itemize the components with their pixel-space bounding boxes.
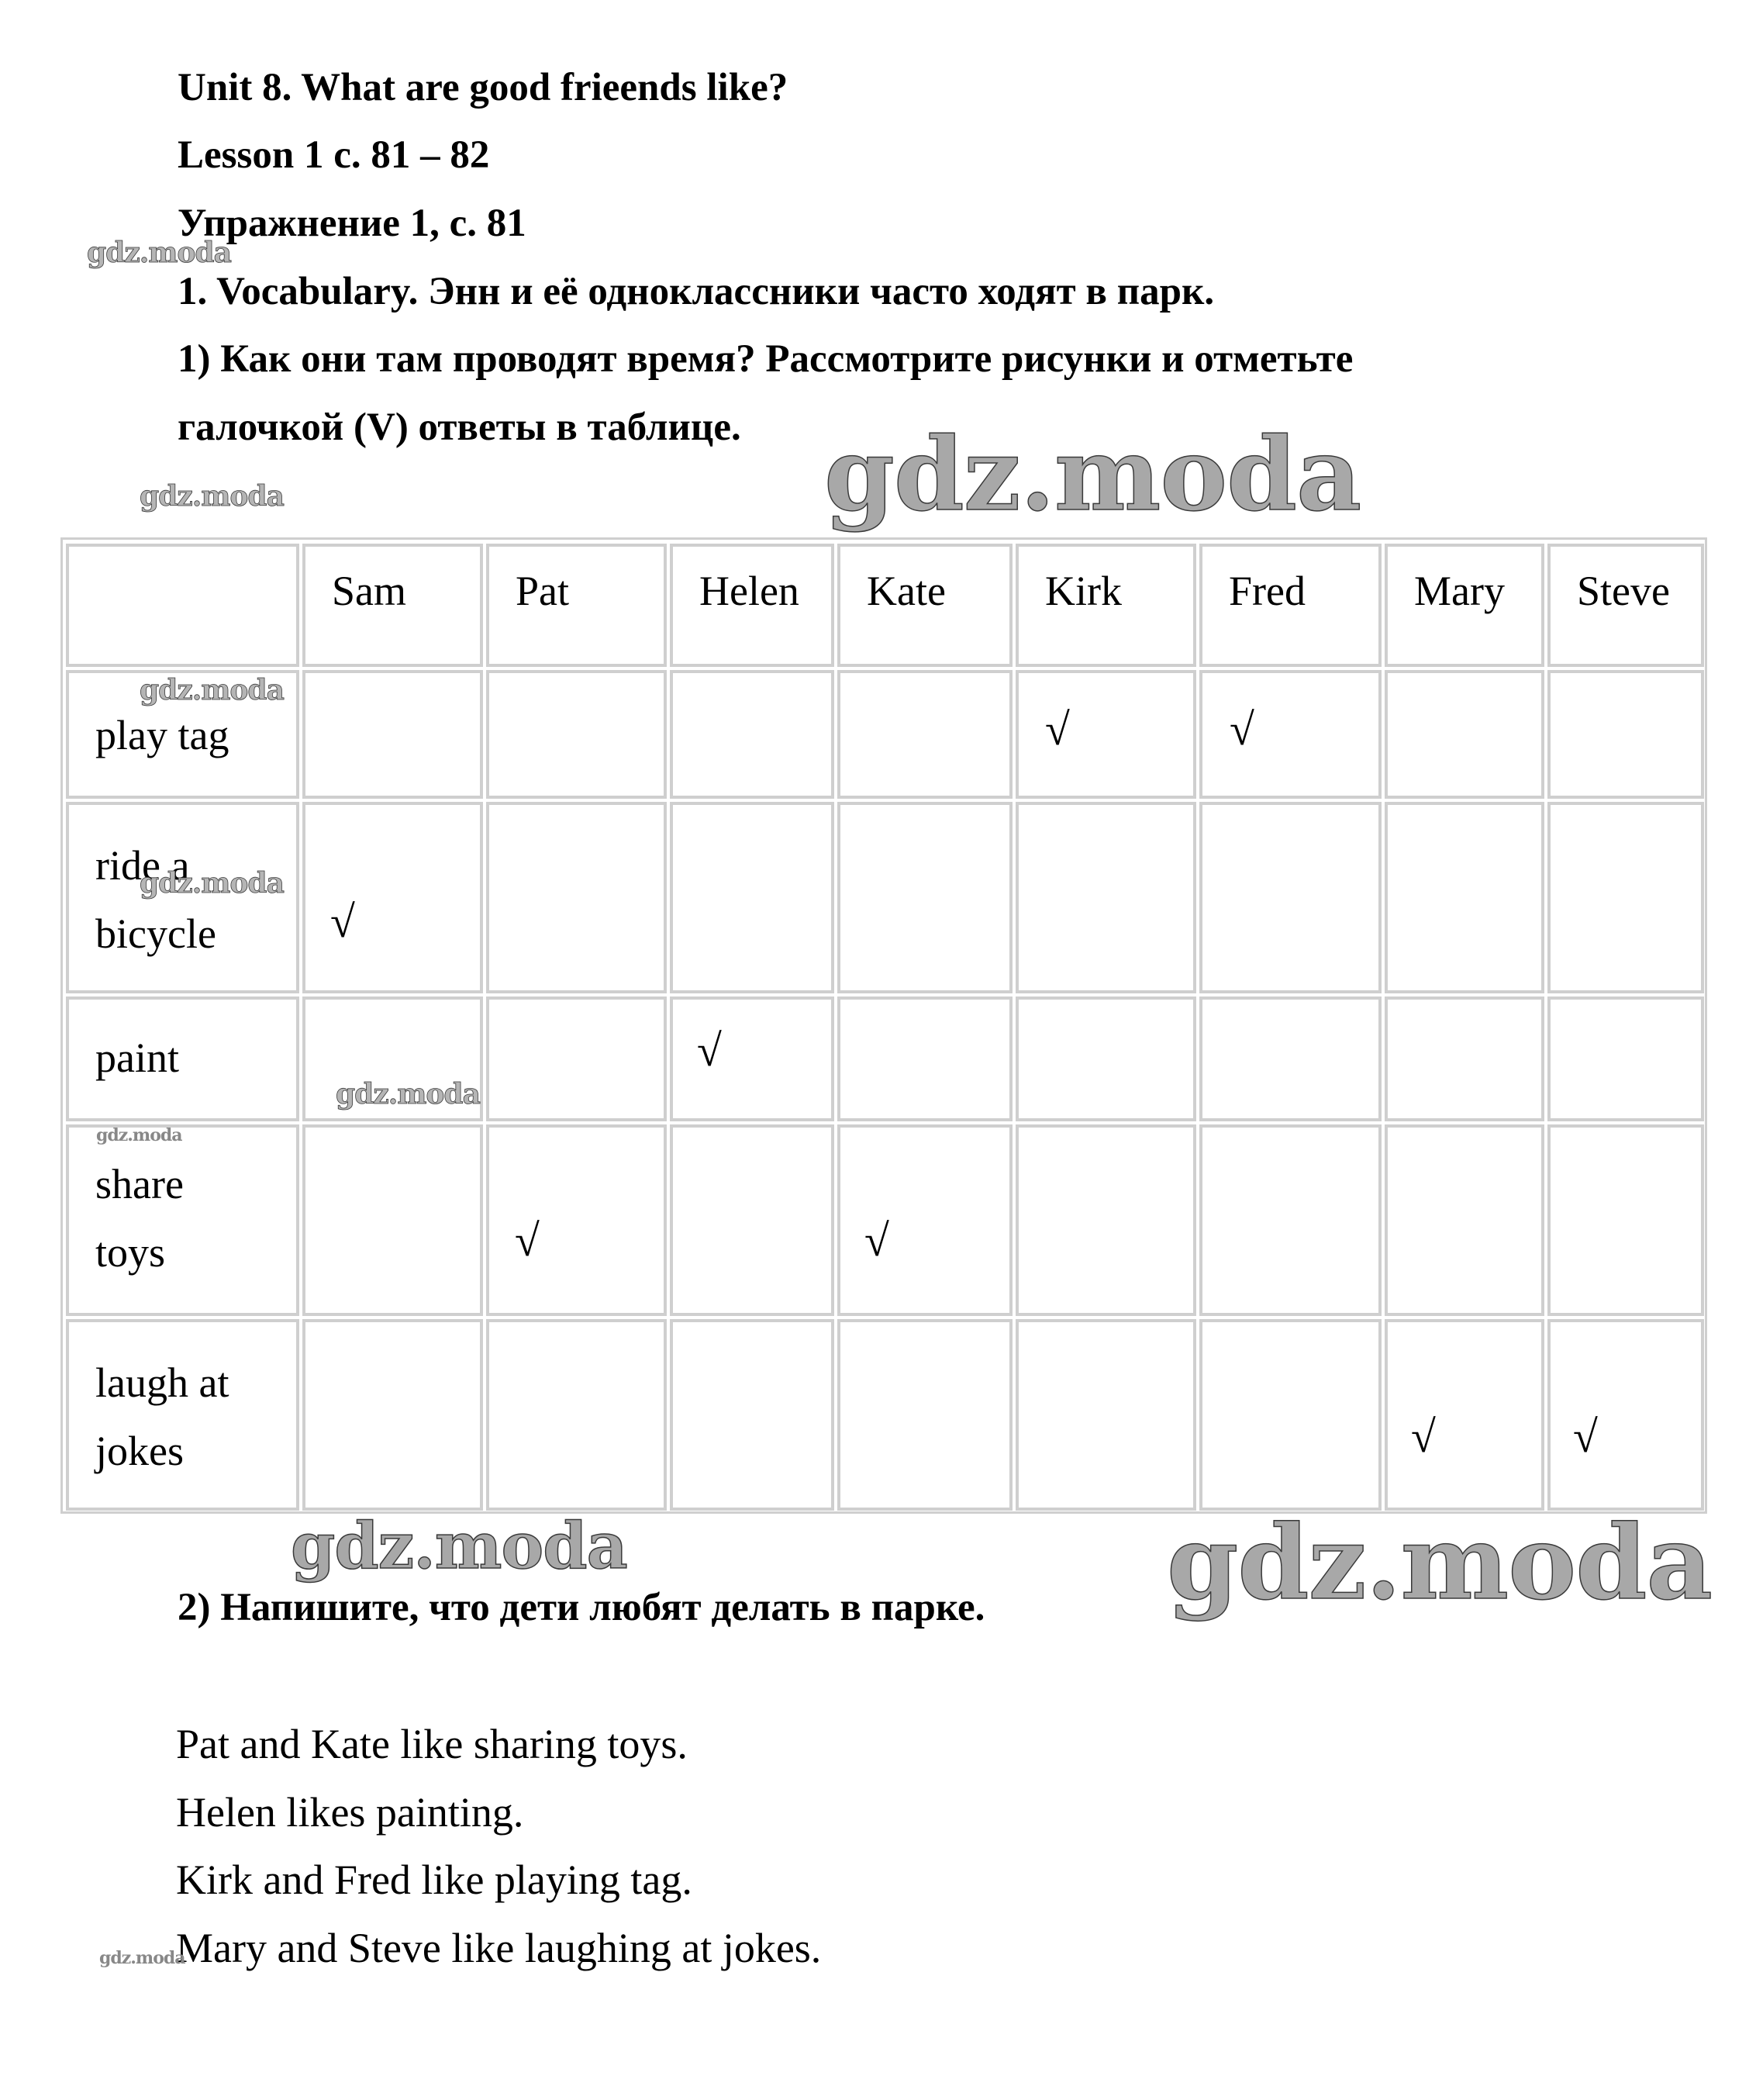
column-header: Mary bbox=[1385, 544, 1544, 667]
check-mark-kate-share-toys: √ bbox=[864, 1215, 889, 1266]
row-label-laugh-at-jokes: laugh at jokes bbox=[66, 1319, 299, 1511]
column-header: Pat bbox=[486, 544, 667, 667]
exercise-title: Упражнение 1, с. 81 bbox=[178, 202, 526, 245]
row-label-ride-a-bicycle: ride a bicycle bbox=[66, 802, 299, 993]
check-mark-helen-paint: √ bbox=[697, 1025, 722, 1076]
task-title: 1. Vocabulary. Энн и её одноклассники часто ходят в парк. bbox=[178, 270, 1215, 313]
answer-line: Pat and Kate like sharing toys. bbox=[176, 1721, 688, 1767]
check-mark-kirk-play-tag: √ bbox=[1045, 704, 1070, 755]
watermark: gdz.moda bbox=[336, 1078, 480, 1110]
check-mark-mary-laugh-at-jokes: √ bbox=[1411, 1411, 1436, 1462]
watermark: gdz.moda bbox=[96, 1125, 182, 1145]
answer-line: Mary and Steve like laughing at jokes. bbox=[176, 1925, 822, 1971]
watermark: gdz.moda bbox=[140, 674, 284, 706]
answer-line: Helen likes painting. bbox=[176, 1789, 524, 1836]
row-label-paint: paint bbox=[66, 996, 299, 1121]
watermark: gdz.moda bbox=[824, 415, 1361, 534]
watermark: gdz.moda bbox=[1167, 1503, 1713, 1623]
column-header: Steve bbox=[1547, 544, 1704, 667]
column-header: Kate bbox=[837, 544, 1013, 667]
watermark: gdz.moda bbox=[140, 867, 284, 900]
watermark: gdz.moda bbox=[140, 480, 284, 513]
check-mark-steve-laugh-at-jokes: √ bbox=[1573, 1411, 1598, 1462]
header-corner-cell bbox=[66, 544, 299, 667]
unit-title: Unit 8. What are good frieends like? bbox=[178, 66, 788, 109]
watermark: gdz.moda bbox=[87, 237, 231, 269]
subtask2-title: 2) Напишите, что дети любят делать в парке. bbox=[178, 1586, 985, 1629]
watermark: gdz.moda bbox=[99, 1948, 185, 1968]
activity-table bbox=[60, 537, 1707, 1514]
subtask1-line1: 1) Как они там проводят время? Рассмотрите рисунки и отметьте bbox=[178, 337, 1354, 381]
check-mark-fred-play-tag: √ bbox=[1230, 704, 1254, 755]
watermark: gdz.moda bbox=[291, 1509, 627, 1584]
answer-line: Kirk and Fred like playing tag. bbox=[176, 1856, 692, 1903]
row-label-play-tag: play tag bbox=[66, 670, 299, 799]
subtask1-line2: галочкой (V) ответы в таблице. bbox=[178, 406, 741, 449]
check-mark-pat-share-toys: √ bbox=[515, 1215, 540, 1266]
row-label-share-toys: share toys bbox=[66, 1124, 299, 1316]
column-header: Helen bbox=[670, 544, 834, 667]
lesson-title: Lesson 1 с. 81 – 82 bbox=[178, 133, 490, 177]
column-header: Sam bbox=[302, 544, 483, 667]
column-header: Fred bbox=[1199, 544, 1382, 667]
check-mark-sam-ride-a-bicycle: √ bbox=[330, 896, 355, 947]
column-header: Kirk bbox=[1016, 544, 1196, 667]
